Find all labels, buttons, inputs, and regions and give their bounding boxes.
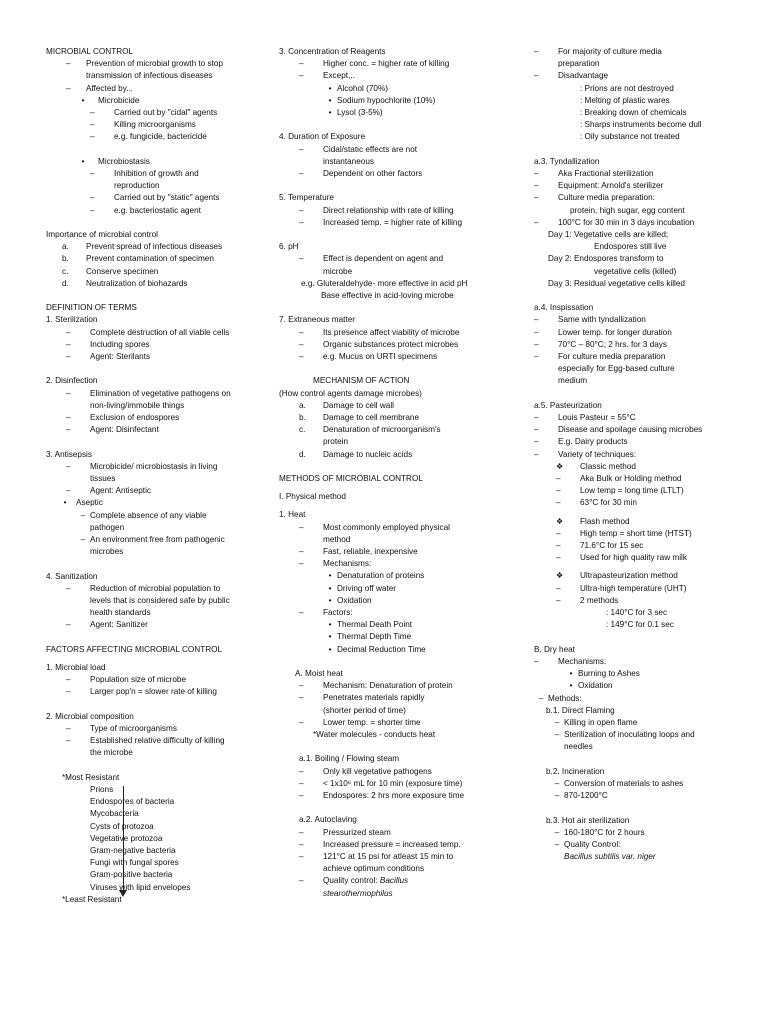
list-item: – Pressurized steam xyxy=(279,827,519,839)
list-item: Cysts of protozoa xyxy=(90,821,154,831)
list-item: – Most commonly employed physical xyxy=(279,522,519,534)
list-item: – Variety of techniques: xyxy=(534,449,762,461)
dash-marker: – xyxy=(66,461,71,471)
list-item: a. Prevent spread of infectious diseases xyxy=(62,242,223,252)
column-1 xyxy=(46,46,271,906)
list-item: Gram-negative bacteria xyxy=(90,846,176,856)
bullet-icon: • xyxy=(328,571,332,581)
section-title: MECHANISM OF ACTION xyxy=(313,376,410,386)
list-item-cont: method xyxy=(323,534,351,544)
list-item: Mycobacteria xyxy=(90,809,139,819)
subsection-title: 1. Microbial load xyxy=(46,663,106,673)
dash-marker: – xyxy=(66,425,71,435)
list-item-cont: needles xyxy=(564,742,593,752)
dash-marker: – xyxy=(299,169,304,179)
section-title: DEFINITION OF TERMS xyxy=(46,303,137,313)
list-item: – Aka Fractional sterilization xyxy=(534,168,762,180)
dash-marker: – xyxy=(534,413,539,423)
list-item: d. Damage to nucleic acids xyxy=(299,449,413,459)
list-item: • Oxidation xyxy=(534,680,762,692)
list-item-cont: especially for Egg-based culture xyxy=(558,364,675,374)
subsection-title: I. Physical method xyxy=(279,492,346,502)
dash-marker: – xyxy=(299,547,304,557)
subsection-title: a.2. Autoclaving xyxy=(299,815,357,825)
list-item-cont: pathogen xyxy=(90,522,125,532)
list-item-cont xyxy=(279,888,519,900)
subsection-title: A. Moist heat xyxy=(295,669,343,679)
list-item: – Cidal/static effects are not xyxy=(279,144,519,156)
list-item: : Oily substance not treated xyxy=(580,132,680,142)
dash-marker: – xyxy=(90,205,95,215)
list-item: – For culture media preparation xyxy=(534,351,762,363)
list-item: – 2 methods xyxy=(534,595,762,607)
list-item: • Microbiostasis xyxy=(46,156,271,168)
section-title: FACTORS AFFECTING MICROBIAL CONTROL xyxy=(46,644,223,654)
dash-marker: – xyxy=(66,83,71,93)
list-item: – Direct relationship with rate of killing xyxy=(279,205,519,217)
list-item: – Mechanisms: xyxy=(279,558,519,570)
list-item: : 140°C for 3 sec xyxy=(606,608,668,618)
list-item: : 149°C for 0.1 sec xyxy=(606,620,674,630)
list-item: – Conversion of materials to ashes xyxy=(534,778,762,790)
subsection-title: 1. Heat xyxy=(279,510,306,520)
dash-marker: – xyxy=(90,132,95,142)
list-item: – Complete absence of any viable xyxy=(46,510,271,522)
list-item: Prions xyxy=(90,785,114,795)
subsection-title: B. Dry heat xyxy=(534,644,575,654)
dash-marker: – xyxy=(90,120,95,130)
list-item: – 71.6°C for 15 sec xyxy=(534,540,762,552)
list-item-cont: (shorter period of time) xyxy=(323,705,406,715)
dash-marker: – xyxy=(66,59,71,69)
dash-marker: – xyxy=(90,108,95,118)
example-text: e.g. Gluteraldehyde- more effective in acid pH xyxy=(301,278,468,288)
bullet-icon: • xyxy=(63,498,67,508)
list-item: – 160-180°C for 2 hours xyxy=(534,827,762,839)
list-item-cont: Endospores still live xyxy=(594,242,667,252)
subsection-title: 6. pH xyxy=(279,242,299,252)
list-item: b. Prevent contamination of specimen xyxy=(62,254,214,264)
list-item: – Inhibition of growth and xyxy=(46,168,271,180)
list-item: – 870-1200°C xyxy=(534,790,762,802)
dash-marker: – xyxy=(299,144,304,154)
list-item: – Complete destruction of all viable cells xyxy=(46,327,271,339)
list-item: Viruses with lipid envelopes xyxy=(90,882,191,892)
list-item: • Lysol (3-5%) xyxy=(279,107,519,119)
list-item: – 63°C for 30 min xyxy=(534,497,762,509)
list-item: – e.g. fungicide, bactericide xyxy=(46,131,271,143)
subsection-title: 4. Sanitization xyxy=(46,571,98,581)
list-item: – e.g. Mucus on URTI specimens xyxy=(279,351,519,363)
list-item: – Disease and spoilage causing microbes xyxy=(534,424,762,436)
subsection-title: 1. Sterilization xyxy=(46,315,98,325)
dash-marker: – xyxy=(299,327,304,337)
bullet-icon: • xyxy=(328,644,332,654)
dash-marker: – xyxy=(534,193,539,203)
list-item: Vegetative protozoa xyxy=(90,833,163,843)
list-item: • Oxidation xyxy=(279,595,519,607)
diamond-icon: ❖ xyxy=(556,516,564,526)
list-item: • Driving off water xyxy=(279,583,519,595)
list-item: – Agent: Sanitizer xyxy=(46,619,271,631)
dash-marker: – xyxy=(80,535,86,545)
list-item: – 121°C at 15 psi for atleast 15 min to xyxy=(279,851,519,863)
subsection-title: 3. Concentration of Reagents xyxy=(279,47,386,56)
list-item: – Equipment: Arnold's sterilizer xyxy=(534,180,762,192)
list-item: – Killing microorganisms xyxy=(46,119,271,131)
dash-marker: – xyxy=(554,839,560,849)
list-item: ❖ Flash method xyxy=(534,516,762,528)
list-item: – Type of microorganisms xyxy=(46,723,271,735)
list-item-cont: instantaneous xyxy=(323,156,374,166)
list-item: – Organic substances protect microbes xyxy=(279,339,519,351)
least-resistant-label: *Least Resistant xyxy=(62,894,122,904)
dash-marker: – xyxy=(299,254,304,264)
subsection-title: a.1. Boiling / Flowing steam xyxy=(299,754,400,764)
dash-marker: – xyxy=(66,620,71,630)
list-item: – Penetrates materials rapidly xyxy=(279,692,519,704)
dash-marker: – xyxy=(534,217,539,227)
list-item: – Mechanisms: xyxy=(534,656,762,668)
list-item: Day 2: Endospores transform to xyxy=(548,254,664,264)
dash-marker: – xyxy=(66,352,71,362)
dash-marker: – xyxy=(556,498,561,508)
dash-marker: – xyxy=(66,339,71,349)
dash-marker: – xyxy=(534,425,539,435)
list-item-cont: levels that is considered safe by public xyxy=(90,596,230,606)
list-item-cont: protein xyxy=(323,437,349,447)
list-item: – Quality control: Bacillus xyxy=(279,875,519,887)
dash-marker: – xyxy=(556,595,561,605)
dash-marker: – xyxy=(299,608,304,618)
dash-marker: – xyxy=(66,486,71,496)
dash-marker: – xyxy=(299,71,304,81)
dash-marker: – xyxy=(534,437,539,447)
list-item: – Mechanism: Denaturation of protein xyxy=(279,680,519,692)
list-item: – Aka Bulk or Holding method xyxy=(534,473,762,485)
list-item: – Effect is dependent on agent and xyxy=(279,253,519,265)
list-item-cont: microbe xyxy=(323,266,353,276)
list-item: – Carried out by "static" agents xyxy=(46,192,271,204)
list-item: – Agent: Disinfectant xyxy=(46,424,271,436)
list-item-cont: achieve optimum conditions xyxy=(323,864,425,874)
bullet-icon: • xyxy=(81,156,85,166)
organism-name: Bacillus subtilis var. niger xyxy=(564,852,656,862)
list-item: ❖ Ultrapasteurization method xyxy=(534,570,762,582)
list-item: – < 1x10⁶ mL for 10 min (exposure time) xyxy=(279,778,519,790)
dash-marker: – xyxy=(299,693,304,703)
list-item: – Prevention of microbial growth to stop xyxy=(46,58,271,70)
list-item: – Low temp = long time (LTLT) xyxy=(534,485,762,497)
list-item: – Agent: Sterilants xyxy=(46,351,271,363)
section-subtitle: (How control agents damage microbes) xyxy=(279,388,422,398)
dash-marker: – xyxy=(299,559,304,569)
bullet-icon: • xyxy=(328,632,332,642)
list-item: – Only kill vegetative pathogens xyxy=(279,766,519,778)
list-item: – Affected by... xyxy=(46,83,271,95)
dash-marker: – xyxy=(66,388,71,398)
list-item: Day 1: Vegetative cells are killed; xyxy=(548,230,669,240)
list-item: – Its presence affect viability of microbe xyxy=(279,327,519,339)
dash-marker: – xyxy=(554,827,560,837)
dash-marker: – xyxy=(66,327,71,337)
list-item: – Methods: xyxy=(534,693,762,705)
list-item: – Exclusion of endospores xyxy=(46,412,271,424)
subsection-title: a.5. Pasteurization xyxy=(534,400,602,410)
list-item: – Elimination of vegetative pathogens on xyxy=(46,388,271,400)
dash-marker: – xyxy=(299,217,304,227)
dash-marker: – xyxy=(554,730,560,740)
list-item: – E.g. Dairy products xyxy=(534,436,762,448)
list-item: : Sharps instruments become dull xyxy=(580,120,702,130)
list-item: b. Damage to cell membrane xyxy=(299,413,420,423)
dash-marker: – xyxy=(299,876,304,886)
subsection-title: b.3. Hot air sterilization xyxy=(546,815,630,825)
subsection-title: 7. Extraneous matter xyxy=(279,315,355,325)
list-item-cont: health standards xyxy=(90,608,151,618)
list-item: • Sodium hypochlorite (10%) xyxy=(279,95,519,107)
section-title: METHODS OF MICROBIAL CONTROL xyxy=(279,474,423,484)
list-item: – Dependent on other factors xyxy=(279,168,519,180)
list-item-cont: transmission of infectious diseases xyxy=(86,71,213,81)
dash-marker: – xyxy=(538,693,544,703)
dash-marker: – xyxy=(534,47,539,56)
list-item: : Breaking down of chemicals xyxy=(580,108,687,118)
dash-marker: – xyxy=(556,528,561,538)
list-item: – Reduction of microbial population to xyxy=(46,583,271,595)
list-item-cont: preparation xyxy=(558,59,600,69)
list-item: • Microbicide xyxy=(46,95,271,107)
example-text: Base effective in acid-loving microbe xyxy=(321,291,454,301)
bullet-icon: • xyxy=(328,620,332,630)
list-item: – Increased temp. = higher rate of killing xyxy=(279,217,519,229)
dash-marker: – xyxy=(556,541,561,551)
dash-marker: – xyxy=(90,193,95,203)
subsection-title: 2. Disinfection xyxy=(46,376,98,386)
column-3 xyxy=(534,46,762,863)
list-item-cont: the microbe xyxy=(90,748,133,758)
list-item: : Melting of plastic wares xyxy=(580,95,670,105)
subsection-title: 3. Antisepsis xyxy=(46,449,92,459)
list-item: – 70°C – 80°C; 2 hrs. for 3 days xyxy=(534,339,762,351)
dash-marker: – xyxy=(66,675,71,685)
dash-marker: – xyxy=(554,717,560,727)
dash-marker: – xyxy=(556,583,561,593)
dash-marker: – xyxy=(66,724,71,734)
list-item: c. Conserve specimen xyxy=(62,266,159,276)
list-item-cont: non-living/immobile things xyxy=(90,400,185,410)
list-item: – Endospores: 2 hrs more exposure time xyxy=(279,790,519,802)
dash-marker: – xyxy=(66,583,71,593)
dash-marker: – xyxy=(66,736,71,746)
list-item: – Fast, reliable, inexpensive xyxy=(279,546,519,558)
dash-marker: – xyxy=(299,791,304,801)
section-title: Importance of microbial control xyxy=(46,230,158,240)
bullet-icon: • xyxy=(569,669,573,679)
list-item: – Except... xyxy=(279,70,519,82)
subsection-title: 5. Temperature xyxy=(279,193,334,203)
list-item-cont: protein, high sugar, egg content xyxy=(570,205,685,215)
dash-marker: – xyxy=(299,59,304,69)
list-item: – Population size of microbe xyxy=(46,674,271,686)
list-item: – Including spores xyxy=(46,339,271,351)
most-resistant-label: *Most Resistant xyxy=(62,772,120,782)
subsection-title: 2. Microbial composition xyxy=(46,711,134,721)
list-item-cont: tissues xyxy=(90,474,116,484)
dash-marker: – xyxy=(299,717,304,727)
list-item: – Disadvantage xyxy=(534,70,762,82)
diamond-icon: ❖ xyxy=(556,461,564,471)
list-item: – Agent: Antiseptic xyxy=(46,485,271,497)
dash-marker: – xyxy=(556,474,561,484)
subsection-title: b.2. Incineration xyxy=(546,766,605,776)
list-item-cont: microbes xyxy=(90,547,124,557)
dash-marker: – xyxy=(299,852,304,862)
list-item: – Increased pressure = increased temp. xyxy=(279,839,519,851)
dash-marker: – xyxy=(90,169,95,179)
dash-marker: – xyxy=(534,339,539,349)
list-item: c. Denaturation of microorganism's xyxy=(299,425,441,435)
list-item: • Burning to Ashes xyxy=(534,668,762,680)
dash-marker: – xyxy=(299,839,304,849)
dash-marker: – xyxy=(80,510,86,520)
list-item: – Same with tyndallization xyxy=(534,314,762,326)
dash-marker: – xyxy=(299,522,304,532)
dash-marker: – xyxy=(556,553,561,563)
list-item: – Microbicide/ microbiostasis in living xyxy=(46,461,271,473)
organism-name: Bacillus xyxy=(379,876,409,886)
dash-marker: – xyxy=(66,687,71,697)
subsection-title: a.4. Inspissation xyxy=(534,303,594,313)
list-item-cont: vegetative cells (killed) xyxy=(594,266,677,276)
list-item: – Ultra-high temperature (UHT) xyxy=(534,583,762,595)
list-item: – Larger pop'n = slower rate of killing xyxy=(46,686,271,698)
list-item: : Prions are not destroyed xyxy=(580,83,674,93)
dash-marker: – xyxy=(534,71,539,81)
bullet-icon: • xyxy=(328,583,332,593)
dash-marker: – xyxy=(299,352,304,362)
dash-marker: – xyxy=(534,352,539,362)
list-item: – Sterilization of inoculating loops and xyxy=(534,729,762,741)
list-item: – An environment free from pathogenic xyxy=(46,534,271,546)
list-item: – For majority of culture media xyxy=(534,46,762,58)
dash-marker: – xyxy=(554,778,560,788)
list-item: • Alcohol (70%) xyxy=(279,83,519,95)
bullet-icon: • xyxy=(81,95,85,105)
list-item: – Established relative difficulty of killing xyxy=(46,735,271,747)
list-item: • Aseptic xyxy=(46,497,271,509)
list-item: • Thermal Death Point xyxy=(279,619,519,631)
list-item: ❖ Classic method xyxy=(534,461,762,473)
dash-marker: – xyxy=(299,339,304,349)
dash-marker: – xyxy=(534,315,539,325)
dash-marker: – xyxy=(299,827,304,837)
dash-marker: – xyxy=(299,205,304,215)
bullet-icon: • xyxy=(569,681,573,691)
list-item: – Factors: xyxy=(279,607,519,619)
list-item: Fungi with fungal spores xyxy=(90,858,179,868)
list-item: • Decimal Reduction Time xyxy=(279,644,519,656)
dash-marker: – xyxy=(299,681,304,691)
list-item: • Denaturation of proteins xyxy=(279,570,519,582)
subsection-title: b.1. Direct Flaming xyxy=(546,705,615,715)
dash-marker: – xyxy=(556,486,561,496)
dash-marker: – xyxy=(299,766,304,776)
list-item: – Lower temp. = shorter time xyxy=(279,717,519,729)
dash-marker: – xyxy=(534,449,539,459)
bullet-icon: • xyxy=(328,95,332,105)
column-2 xyxy=(279,46,519,900)
dash-marker: – xyxy=(299,778,304,788)
list-item: Day 3: Residual vegetative cells killed xyxy=(548,278,685,288)
list-item: – Carried out by "cidal" agents xyxy=(46,107,271,119)
list-item: – Culture media preparation: xyxy=(534,192,762,204)
bullet-icon: • xyxy=(328,83,332,93)
dash-marker: – xyxy=(534,656,539,666)
list-item: – Lower temp. for longer duration xyxy=(534,327,762,339)
list-item: – Killing in open flame xyxy=(534,717,762,729)
section-title: MICROBIAL CONTROL xyxy=(46,47,134,56)
bullet-icon: • xyxy=(328,595,332,605)
subsection-title: 4. Duration of Exposure xyxy=(279,132,366,142)
list-item: – High temp = short time (HTST) xyxy=(534,528,762,540)
list-item: a. Damage to cell wall xyxy=(299,400,394,410)
list-item-cont: medium xyxy=(558,376,588,386)
list-item: – e.g. bacteriostatic agent xyxy=(46,205,271,217)
dash-marker: – xyxy=(534,181,539,191)
resistance-ranking xyxy=(46,772,271,906)
list-item: – Used for high quality raw milk xyxy=(534,552,762,564)
organism-name: stearothermophilus xyxy=(323,888,393,898)
list-item: – Louis Pasteur = 55°C xyxy=(534,412,762,424)
list-item: – Higher conc. = higher rate of killing xyxy=(279,58,519,70)
dash-marker: – xyxy=(554,791,560,801)
note-text: *Water molecules - conducts heat xyxy=(313,730,436,740)
list-item: Gram-positive bacteria xyxy=(90,870,173,880)
list-item-cont xyxy=(534,851,762,863)
dash-marker: – xyxy=(534,169,539,179)
bullet-icon: • xyxy=(328,108,332,118)
list-item: Endospores of bacteria xyxy=(90,797,175,807)
list-item: • Thermal Depth Time xyxy=(279,631,519,643)
list-item: d. Neutralization of biohazards xyxy=(62,278,188,288)
list-item: – Quality Control: xyxy=(534,839,762,851)
dash-marker: – xyxy=(66,413,71,423)
list-item: – 100°C for 30 min in 3 days incubation xyxy=(534,217,762,229)
list-item-cont: reproduction xyxy=(114,181,160,191)
diamond-icon: ❖ xyxy=(556,571,564,581)
subsection-title: a.3. Tyndallization xyxy=(534,156,600,166)
dash-marker: – xyxy=(534,327,539,337)
